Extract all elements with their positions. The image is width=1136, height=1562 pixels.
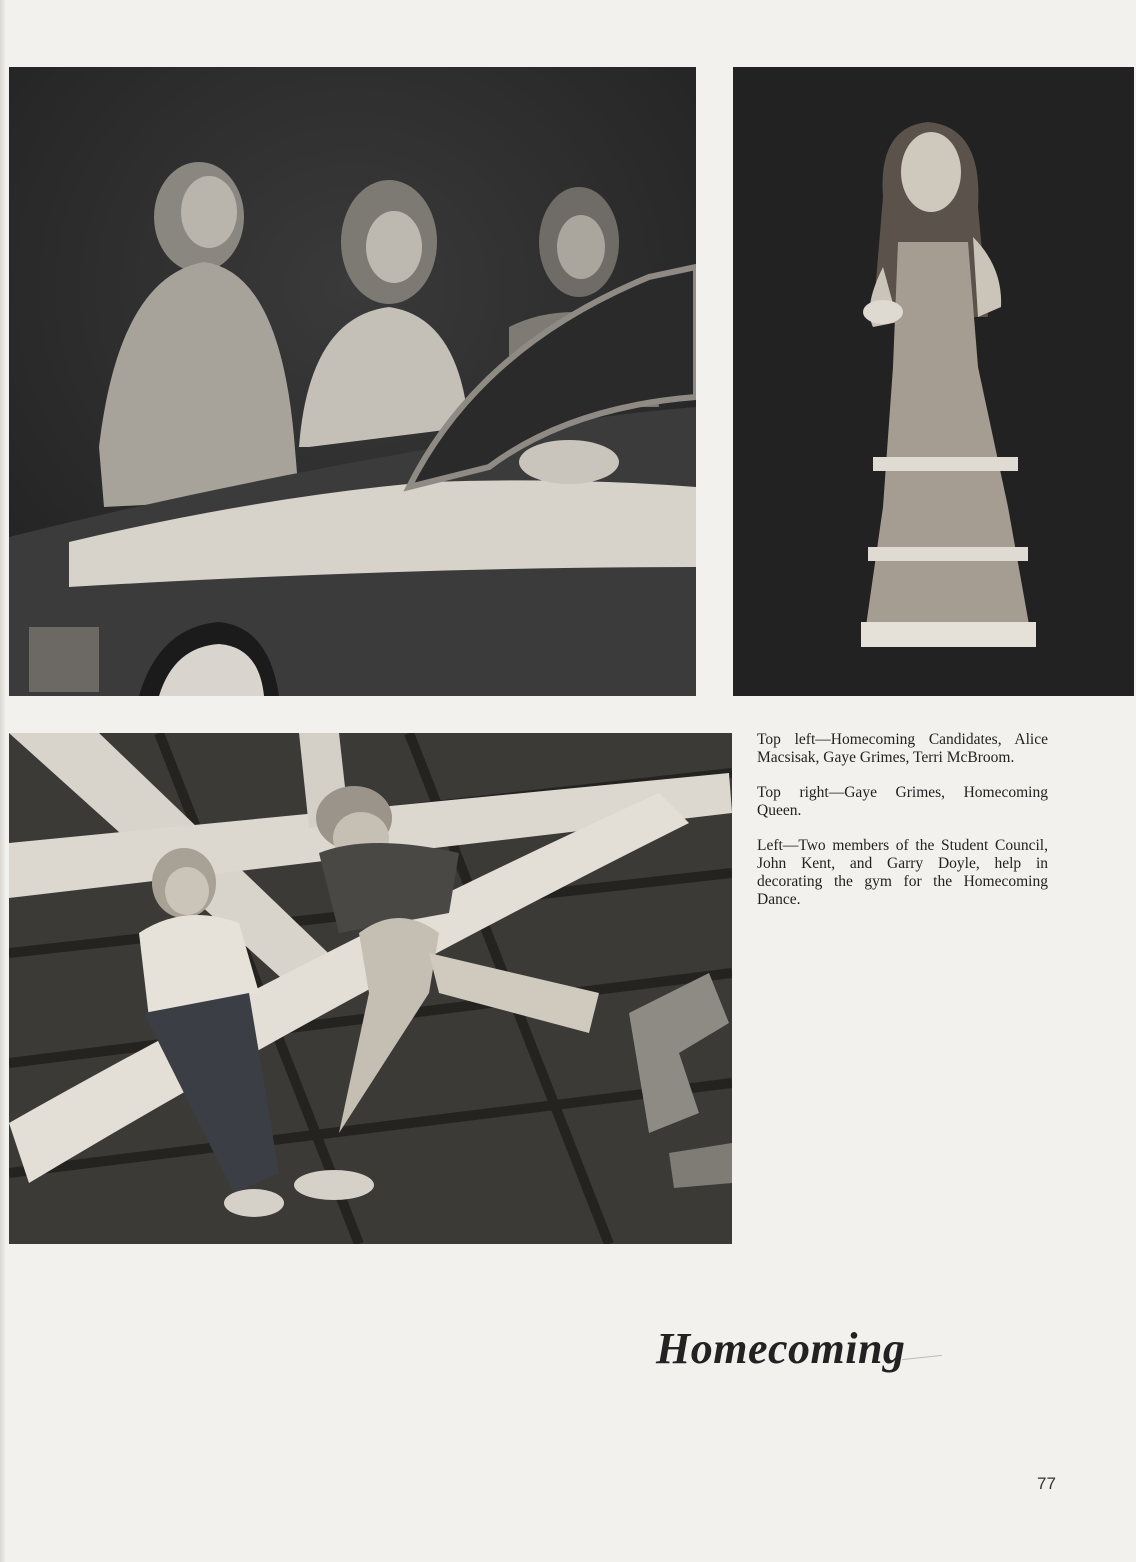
photo-queen-image [733,67,1134,696]
photo-homecoming-queen [733,67,1134,696]
caption-left: Left—Two members of the Student Council, John Kent, and Garry Doyle, help in decorating the gym for the Homecoming Dance. [757,837,1048,908]
section-title: Homecoming [656,1324,906,1373]
caption-block [757,731,1048,926]
caption-top-right: Top right—Gaye Grimes, Homecoming Queen. [757,784,1048,819]
page-number: 77 [1037,1474,1056,1493]
photo-gym-decorating [9,733,732,1244]
title-flourish [902,1355,942,1360]
photo-homecoming-candidates [9,67,696,696]
page-edge [0,0,6,1562]
caption-top-left: Top left—Homecoming Candidates, Alice Macsisak, Gaye Grimes, Terri McBroom. [757,731,1048,766]
photo-gym-image [9,733,732,1244]
photo-candidates-image [9,67,696,696]
